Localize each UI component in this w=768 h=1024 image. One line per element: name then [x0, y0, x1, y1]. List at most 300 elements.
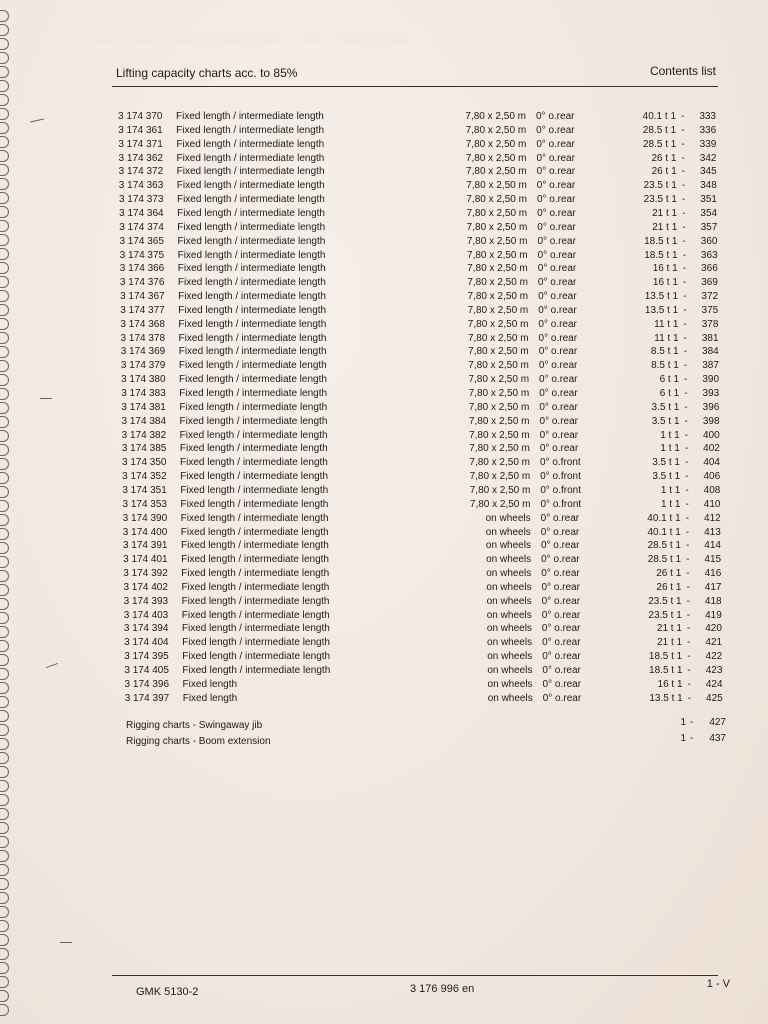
- table-row: [3, 359, 768, 373]
- entry-angle: 0° o.front: [540, 471, 581, 483]
- entry-code: 3 174 370: [118, 111, 163, 122]
- range-dash: -: [690, 733, 694, 744]
- entry-angle: 0° o.rear: [542, 665, 581, 676]
- entry-page: 414: [704, 540, 721, 552]
- entry-description: Fixed length / intermediate length: [176, 152, 325, 164]
- entry-description: Fixed length / intermediate length: [182, 637, 330, 649]
- entry-code: 3 174 393: [123, 595, 169, 607]
- entry-code: 3 174 391: [122, 540, 168, 552]
- range-dash: -: [685, 540, 690, 552]
- entry-code: 3 174 382: [121, 429, 167, 441]
- table-row: [1, 207, 768, 221]
- entry-counterweight: 21 t 1: [657, 637, 683, 649]
- entry-dimension: on wheels: [487, 665, 533, 676]
- entry-dimension: 7,80 x 2,50 m: [466, 221, 528, 233]
- table-row: [4, 415, 768, 429]
- binding-ring: [0, 850, 9, 862]
- entry-code: 3 174 373: [118, 194, 164, 206]
- entry-code: 3 174 376: [119, 277, 165, 289]
- entry-description: Fixed length / intermediate length: [179, 401, 328, 413]
- entry-page: 354: [700, 207, 718, 219]
- entry-counterweight: 13.5 t 1: [644, 304, 679, 316]
- entry-dimension: 7,80 x 2,50 m: [468, 415, 530, 427]
- entry-code: 3 174 402: [123, 581, 168, 593]
- entry-code: 3 174 350: [122, 457, 167, 469]
- entry-page: 357: [700, 221, 718, 233]
- table-row: [7, 678, 768, 692]
- binding-ring: [0, 766, 9, 778]
- entry-counterweight: 23.5 t 1: [648, 595, 682, 607]
- entry-angle: 0° o.rear: [541, 568, 580, 580]
- entry-dimension: 7,80 x 2,50 m: [466, 194, 527, 206]
- entry-dimension: 7,80 x 2,50 m: [467, 332, 529, 344]
- entry-code: 3 174 383: [121, 388, 166, 399]
- entry-dimension: 7,80 x 2,50 m: [467, 318, 529, 330]
- entry-dimension: 7,80 x 2,50 m: [465, 124, 527, 136]
- entry-dimension: 7,80 x 2,50 m: [465, 138, 527, 150]
- entry-page: 420: [705, 623, 722, 635]
- entry-code: 3 174 385: [121, 443, 167, 455]
- range-dash: -: [685, 471, 689, 483]
- entry-angle: 0° o.rear: [536, 152, 575, 164]
- entry-angle: 0° o.rear: [538, 291, 577, 303]
- entry-dimension: 7,80 x 2,50 m: [467, 304, 529, 316]
- rigging-label: Rigging charts - Swingaway jib: [126, 720, 263, 731]
- range-dash: -: [687, 651, 691, 663]
- range-dash: -: [683, 332, 687, 344]
- table-row: [4, 456, 768, 470]
- entry-angle: 0° o.front: [540, 484, 582, 496]
- entry-angle: 0° o.rear: [538, 318, 577, 330]
- entry-page: 396: [702, 401, 720, 413]
- range-dash: -: [687, 665, 691, 676]
- entry-dimension: 7,80 x 2,50 m: [467, 249, 528, 261]
- entry-dimension: 7,80 x 2,50 m: [467, 291, 529, 303]
- entry-code: 3 174 375: [119, 249, 165, 261]
- entry-dimension: 7,80 x 2,50 m: [469, 457, 530, 469]
- binding-ring: [0, 1004, 9, 1016]
- entry-counterweight: 21 t 1: [652, 221, 678, 233]
- rigging-count: 1: [680, 717, 686, 728]
- entry-page: 398: [702, 415, 720, 427]
- table-row: [5, 581, 768, 595]
- binding-ring: [0, 822, 9, 834]
- entry-code: 3 174 365: [119, 235, 164, 247]
- range-dash: -: [687, 692, 692, 704]
- binding-ring: [0, 962, 9, 974]
- binding-ring: [0, 836, 9, 848]
- entry-counterweight: 26 t 1: [656, 581, 682, 593]
- entry-code: 3 174 400: [122, 526, 168, 538]
- table-row: [2, 276, 768, 290]
- entry-page: 402: [703, 443, 720, 455]
- table-row: [4, 442, 768, 456]
- entry-counterweight: 16 t 1: [652, 263, 678, 275]
- entry-dimension: on wheels: [486, 554, 532, 566]
- entry-dimension: 7,80 x 2,50 m: [467, 277, 528, 289]
- entry-dimension: on wheels: [486, 581, 532, 593]
- entry-description: Fixed length / intermediate length: [177, 263, 326, 275]
- table-row: [1, 221, 768, 235]
- table-row: [2, 262, 768, 276]
- entry-description: Fixed length / intermediate length: [176, 194, 325, 206]
- entry-page: 400: [702, 429, 720, 441]
- entry-code: 3 174 390: [122, 512, 168, 524]
- entry-page: 418: [704, 595, 722, 607]
- header-divider: [112, 86, 718, 87]
- entry-counterweight: 28.5 t 1: [647, 554, 682, 566]
- binding-ring: [0, 38, 9, 50]
- range-dash: -: [681, 124, 685, 136]
- entry-counterweight: 28.5 t 1: [642, 138, 677, 150]
- entry-description: Fixed length / intermediate length: [177, 277, 326, 289]
- entry-counterweight: 8.5 t 1: [651, 360, 679, 372]
- entry-description: Fixed length / intermediate length: [181, 595, 330, 607]
- entry-page: 423: [705, 665, 723, 676]
- entry-description: Fixed length / intermediate length: [178, 304, 327, 316]
- range-dash: -: [684, 443, 689, 455]
- entry-code: 3 174 368: [120, 318, 165, 330]
- range-dash: -: [682, 235, 686, 247]
- entry-code: 3 174 397: [124, 692, 170, 704]
- range-dash: -: [684, 374, 688, 386]
- entry-angle: 0° o.rear: [536, 194, 576, 206]
- entry-page: 408: [703, 484, 721, 496]
- table-row: [6, 622, 768, 636]
- entry-angle: 0° o.rear: [538, 332, 578, 344]
- entry-counterweight: 18.5 t 1: [648, 651, 683, 663]
- table-row: [0, 124, 768, 138]
- rigging-count: 1: [680, 733, 686, 744]
- entry-counterweight: 1 t 1: [660, 429, 680, 441]
- entry-angle: 0° o.rear: [538, 346, 578, 358]
- entry-angle: 0° o.rear: [537, 221, 576, 233]
- entry-page: 419: [705, 609, 722, 621]
- entry-description: Fixed length / intermediate length: [178, 360, 327, 372]
- binding-ring: [0, 710, 9, 722]
- entry-page: 384: [702, 346, 719, 358]
- table-row: [5, 539, 768, 553]
- range-dash: -: [683, 291, 687, 303]
- binding-ring: [0, 920, 9, 932]
- binding-ring: [0, 94, 9, 106]
- entry-counterweight: 40.1 t 1: [647, 512, 681, 524]
- table-row: [4, 484, 768, 498]
- entry-page: 378: [701, 318, 719, 330]
- range-dash: -: [686, 609, 691, 621]
- entry-counterweight: 3.5 t 1: [651, 401, 680, 413]
- binding-ring: [0, 66, 9, 78]
- entry-code: 3 174 392: [123, 568, 168, 580]
- margin-pen-mark: [40, 398, 52, 399]
- entry-dimension: 7,80 x 2,50 m: [469, 484, 531, 496]
- entry-counterweight: 13.5 t 1: [644, 291, 679, 303]
- range-dash: -: [685, 498, 689, 510]
- entry-description: Fixed length / intermediate length: [177, 221, 326, 233]
- entry-description: Fixed length / intermediate length: [180, 457, 328, 469]
- entry-angle: 0° o.rear: [542, 651, 581, 663]
- table-row: [3, 401, 768, 415]
- entry-dimension: 7,80 x 2,50 m: [468, 388, 530, 399]
- entry-description: Fixed length / intermediate length: [179, 443, 328, 455]
- entry-description: Fixed length / intermediate length: [180, 526, 329, 538]
- entry-description: Fixed length / intermediate length: [181, 623, 330, 635]
- entry-angle: 0° o.rear: [541, 595, 581, 607]
- binding-ring: [0, 864, 9, 876]
- entry-page: 366: [701, 263, 718, 275]
- range-dash: -: [681, 152, 685, 164]
- entry-page: 410: [703, 498, 721, 510]
- table-row: [0, 152, 768, 166]
- entry-description: Fixed length: [182, 692, 238, 704]
- binding-ring: [0, 24, 9, 36]
- entry-page: 372: [701, 291, 719, 303]
- table-row: [1, 235, 768, 249]
- table-row: [6, 636, 768, 650]
- entry-description: Fixed length / intermediate length: [178, 291, 326, 303]
- entry-angle: 0° o.rear: [536, 111, 575, 122]
- entry-code: 3 174 374: [119, 221, 164, 233]
- entry-counterweight: 40.1 t 1: [647, 526, 681, 538]
- entry-counterweight: 6 t 1: [659, 374, 680, 386]
- table-row: [7, 692, 768, 706]
- table-row: [0, 110, 768, 124]
- entry-page: 393: [702, 388, 720, 399]
- entry-description: Fixed length / intermediate length: [176, 180, 325, 192]
- range-dash: -: [686, 554, 690, 566]
- entry-code: 3 174 401: [123, 554, 168, 566]
- binding-ring: [0, 52, 9, 64]
- range-dash: -: [685, 457, 689, 469]
- entry-dimension: on wheels: [487, 678, 533, 690]
- entry-code: 3 174 361: [118, 124, 163, 136]
- entry-dimension: on wheels: [487, 651, 533, 663]
- entry-description: Fixed length / intermediate length: [181, 554, 329, 566]
- entry-code: 3 174 353: [122, 498, 167, 510]
- entry-page: 417: [704, 581, 722, 593]
- entry-code: 3 174 372: [118, 166, 164, 178]
- table-row: [2, 318, 768, 332]
- entry-dimension: on wheels: [487, 692, 533, 704]
- binding-ring: [0, 10, 9, 22]
- entry-code: 3 174 362: [118, 152, 163, 164]
- entry-counterweight: 23.5 t 1: [643, 180, 677, 192]
- entry-page: 381: [701, 332, 719, 344]
- entry-dimension: on wheels: [485, 526, 531, 538]
- entry-page: 348: [700, 180, 717, 192]
- entry-code: 3 174 395: [124, 651, 169, 663]
- binding-ring: [0, 80, 9, 92]
- entry-dimension: on wheels: [487, 637, 533, 649]
- binding-ring: [0, 906, 9, 918]
- rigging-page: 437: [709, 733, 726, 744]
- entry-angle: 0° o.rear: [537, 249, 577, 261]
- entry-counterweight: 21 t 1: [656, 623, 682, 635]
- entry-angle: 0° o.rear: [539, 388, 578, 399]
- entry-dimension: 7,80 x 2,50 m: [468, 360, 529, 372]
- entry-description: Fixed length / intermediate length: [179, 429, 328, 441]
- entry-description: Fixed length / intermediate length: [176, 124, 325, 136]
- table-row: [2, 290, 768, 304]
- range-dash: -: [682, 207, 686, 219]
- entry-page: 412: [703, 512, 721, 524]
- entry-description: Fixed length / intermediate length: [179, 374, 327, 386]
- entry-code: 3 174 404: [124, 637, 169, 649]
- range-dash: -: [686, 623, 691, 635]
- entry-angle: 0° o.rear: [538, 360, 578, 372]
- entry-code: 3 174 379: [120, 360, 166, 372]
- entry-counterweight: 8.5 t 1: [650, 346, 679, 358]
- entry-counterweight: 3.5 t 1: [651, 415, 680, 427]
- range-dash: -: [685, 526, 690, 538]
- entry-counterweight: 18.5 t 1: [649, 665, 683, 676]
- entry-angle: 0° o.rear: [541, 623, 581, 635]
- entry-description: Fixed length / intermediate length: [177, 235, 326, 247]
- entry-page: 390: [702, 374, 720, 386]
- range-dash: -: [681, 194, 686, 206]
- entry-counterweight: 1 t 1: [660, 443, 680, 455]
- entry-dimension: 7,80 x 2,50 m: [469, 443, 530, 455]
- range-dash: -: [686, 595, 690, 607]
- entry-code: 3 174 405: [124, 665, 169, 676]
- entry-description: Fixed length / intermediate length: [181, 581, 330, 593]
- entry-angle: 0° o.rear: [538, 304, 577, 316]
- range-dash: -: [684, 429, 689, 441]
- entry-angle: 0° o.rear: [537, 277, 577, 289]
- entry-page: 406: [703, 471, 721, 483]
- binding-ring: [0, 808, 9, 820]
- entry-counterweight: 16 t 1: [652, 277, 678, 289]
- entry-dimension: 7,80 x 2,50 m: [469, 498, 531, 510]
- entry-code: 3 174 381: [121, 401, 166, 413]
- entry-code: 3 174 367: [120, 291, 165, 303]
- entry-angle: 0° o.rear: [541, 581, 580, 593]
- entry-page: 363: [700, 249, 718, 261]
- entry-description: Fixed length / intermediate length: [182, 651, 331, 663]
- entry-page: 369: [701, 277, 718, 289]
- entry-description: Fixed length / intermediate length: [179, 388, 328, 399]
- entry-code: 3 174 403: [123, 609, 169, 621]
- entry-dimension: 7,80 x 2,50 m: [465, 111, 526, 122]
- table-row: [0, 138, 768, 152]
- entry-page: 345: [699, 166, 717, 178]
- entry-counterweight: 3.5 t 1: [652, 457, 680, 469]
- entry-code: 3 174 352: [122, 471, 167, 483]
- entry-description: Fixed length / intermediate length: [182, 665, 331, 676]
- entry-description: Fixed length / intermediate length: [177, 207, 325, 219]
- range-dash: -: [684, 415, 688, 427]
- entry-page: 425: [706, 692, 723, 704]
- entry-code: 3 174 364: [119, 207, 164, 219]
- entry-counterweight: 23.5 t 1: [648, 609, 682, 621]
- entry-angle: 0° o.rear: [537, 235, 576, 247]
- table-row: [3, 387, 768, 401]
- entry-counterweight: 23.5 t 1: [643, 194, 677, 206]
- entry-code: 3 174 384: [121, 415, 167, 427]
- entry-code: 3 174 377: [120, 304, 165, 316]
- binding-ring: [0, 990, 9, 1002]
- footer-model: GMK 5130-2: [136, 986, 199, 998]
- table-row: [6, 664, 768, 678]
- section-title: Contents list: [649, 64, 716, 78]
- entry-dimension: 7,80 x 2,50 m: [468, 346, 529, 358]
- table-row: [4, 429, 768, 443]
- binding-ring: [0, 878, 9, 890]
- range-dash: -: [681, 138, 685, 150]
- range-dash: -: [685, 484, 689, 496]
- entry-code: 3 174 378: [120, 332, 166, 344]
- entry-counterweight: 26 t 1: [656, 568, 682, 580]
- footer-doc-number: 3 176 996 en: [410, 983, 475, 995]
- entry-angle: 0° o.rear: [539, 415, 578, 427]
- entry-page: 339: [699, 138, 717, 150]
- entry-dimension: 7,80 x 2,50 m: [468, 401, 530, 413]
- entry-dimension: 7,80 x 2,50 m: [466, 235, 528, 247]
- entry-angle: 0° o.rear: [536, 138, 575, 150]
- range-dash: -: [682, 249, 686, 261]
- table-row: [3, 332, 768, 346]
- entry-description: Fixed length / intermediate length: [178, 346, 327, 358]
- range-dash: -: [690, 717, 694, 728]
- entry-page: 422: [705, 651, 723, 663]
- range-dash: -: [684, 388, 688, 399]
- entry-counterweight: 21 t 1: [652, 207, 678, 219]
- binding-ring: [0, 976, 9, 988]
- entry-description: Fixed length / intermediate length: [181, 568, 330, 580]
- entry-description: Fixed length / intermediate length: [178, 332, 327, 344]
- table-row: [4, 470, 768, 484]
- table-row: [5, 512, 768, 526]
- table-row: [1, 165, 768, 179]
- entry-angle: 0° o.rear: [542, 637, 581, 649]
- range-dash: -: [683, 304, 687, 316]
- entry-code: 3 174 394: [123, 623, 169, 635]
- binding-ring: [0, 752, 9, 764]
- entry-description: Fixed length / intermediate length: [180, 484, 329, 496]
- entry-description: Fixed length / intermediate length: [180, 540, 329, 552]
- entry-angle: 0° o.rear: [537, 207, 576, 219]
- entry-code: 3 174 380: [121, 374, 166, 386]
- table-row: [5, 553, 768, 567]
- entry-dimension: on wheels: [486, 595, 532, 607]
- entry-description: Fixed length / intermediate length: [177, 249, 326, 261]
- entry-counterweight: 13.5 t 1: [649, 692, 683, 704]
- entry-counterweight: 28.5 t 1: [647, 540, 681, 552]
- entry-dimension: on wheels: [486, 568, 532, 580]
- range-dash: -: [681, 180, 686, 192]
- entry-description: Fixed length: [182, 678, 238, 690]
- table-row: [6, 595, 768, 609]
- entry-page: 351: [700, 194, 717, 206]
- range-dash: -: [682, 221, 686, 233]
- entry-description: Fixed length / intermediate length: [178, 318, 327, 330]
- table-row: [1, 193, 768, 207]
- table-row: [3, 345, 768, 359]
- range-dash: -: [686, 568, 690, 580]
- entry-code: 3 174 371: [118, 138, 163, 150]
- entry-angle: 0° o.rear: [536, 166, 576, 178]
- binding-ring: [0, 724, 9, 736]
- entry-page: 336: [699, 124, 717, 136]
- range-dash: -: [685, 512, 689, 524]
- entry-dimension: on wheels: [485, 512, 531, 524]
- entry-description: Fixed length / intermediate length: [176, 166, 325, 178]
- entry-page: 342: [699, 152, 717, 164]
- table-row: [6, 609, 768, 623]
- entry-description: Fixed length / intermediate length: [179, 415, 328, 427]
- show-through-text: - - - - - - - - - - - - - - - - - - - - - - - - - - - - - - - - - - - - - - - - - - - - - - - - -: [82, 34, 409, 46]
- range-dash: -: [684, 401, 688, 413]
